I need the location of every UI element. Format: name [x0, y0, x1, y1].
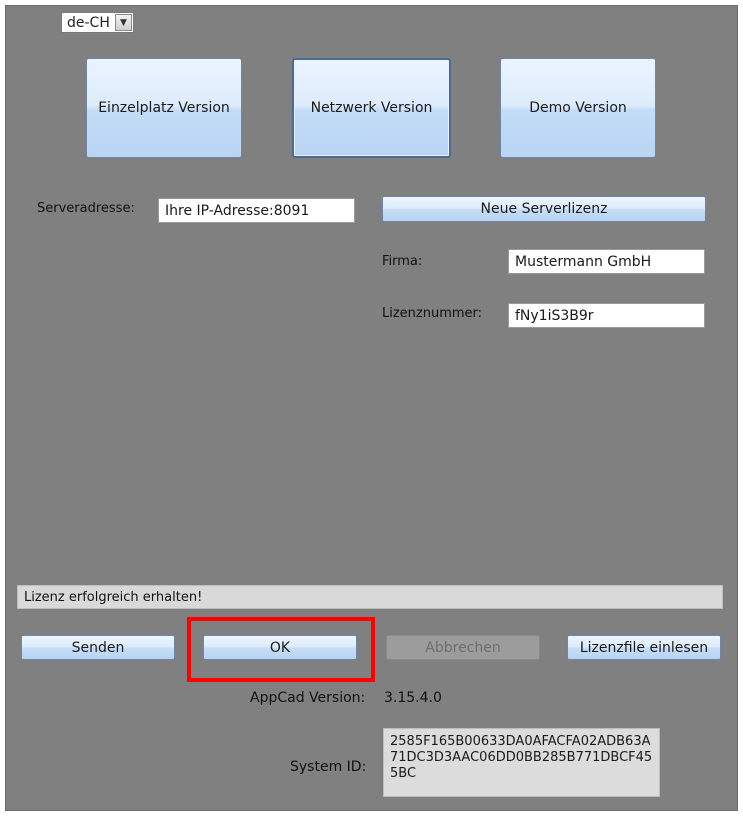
- send-button[interactable]: [21, 635, 175, 660]
- license-number-input[interactable]: fNy1iS3B9r: [508, 303, 705, 328]
- company-label: Firma:: [382, 254, 423, 269]
- language-select[interactable]: [61, 12, 134, 33]
- ok-button-highlight: [187, 617, 375, 682]
- system-id-value: 2585F165B00633DA0AFACFA02ADB63A71DC3D3AAC06DD0BB285B771DBCF455BC: [383, 728, 660, 797]
- company-input[interactable]: Mustermann GmbH: [508, 249, 705, 274]
- read-license-file-button[interactable]: [567, 635, 721, 660]
- demo-version-label: Demo Version: [529, 100, 627, 116]
- system-id-label: System ID:: [290, 759, 367, 775]
- server-address-input[interactable]: Ihre IP-Adresse:8091: [158, 198, 355, 223]
- app-version-value: 3.15.4.0: [384, 690, 442, 706]
- demo-version-button[interactable]: [500, 58, 656, 158]
- network-version-label: Netzwerk Version: [310, 100, 433, 116]
- status-message: Lizenz erfolgreich erhalten!: [17, 585, 723, 609]
- ok-button-label: OK: [269, 639, 291, 656]
- single-seat-version-label: Einzelplatz Version: [98, 100, 230, 116]
- license-dialog: [5, 5, 738, 811]
- chevron-down-icon[interactable]: ▼: [115, 14, 132, 31]
- send-button-label: Senden: [71, 639, 125, 656]
- network-version-button[interactable]: [292, 58, 451, 158]
- cancel-button[interactable]: [386, 635, 540, 660]
- single-seat-version-button[interactable]: [86, 58, 242, 158]
- app-version-label: AppCad Version:: [250, 690, 366, 706]
- new-server-license-label: Neue Serverlizenz: [480, 201, 608, 217]
- server-address-label: Serveradresse:: [37, 201, 135, 216]
- cancel-button-label: Abbrechen: [425, 639, 501, 656]
- new-server-license-button[interactable]: [382, 196, 706, 222]
- language-select-value: de-CH: [67, 14, 110, 31]
- read-license-file-label: Lizenzfile einlesen: [579, 639, 709, 656]
- license-number-label: Lizenznummer:: [382, 306, 483, 321]
